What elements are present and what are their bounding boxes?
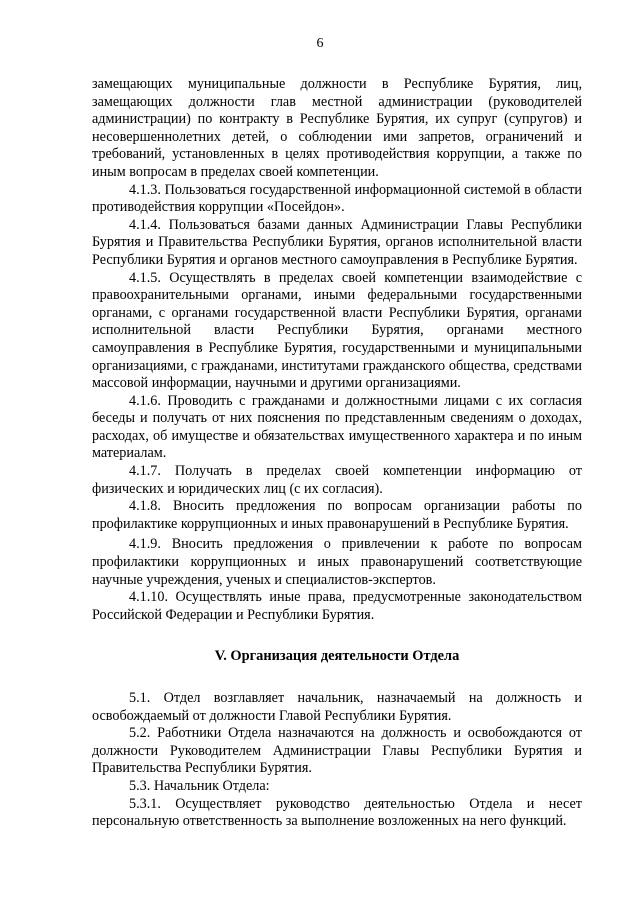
paragraph-5-1: 5.1. Отдел возглавляет начальник, назначаемый на должность и освобождаемый от должности Главой Республики Бурятия. (92, 690, 582, 724)
paragraph-4-1-3: 4.1.3. Пользоваться государственной информационной системой в области противодействия коррупции «Посейдон». (92, 181, 582, 216)
paragraph-4-1-7: 4.1.7. Получать в пределах своей компетенции информацию от физических и юридических лиц (с их согласия). (92, 463, 582, 497)
paragraph-4-1-4: 4.1.4. Пользоваться базами данных Администрации Главы Республики Бурятия и Правительства Республики Бурятия, органов исполнительной власти Республики Бурятия и органов местного самоуправления в Республике Бурятия. (92, 216, 582, 268)
paragraph-4-1-9: 4.1.9. Вносить предложения о привлечении к работе по вопросам профилактики коррупционных и иных правонарушений соответствующие научные учреждения, ученых и специалистов-экспертов. (92, 536, 582, 588)
paragraph-5-3-1: 5.3.1. Осуществляет руководство деятельностью Отдела и несет персональную ответственность за выполнение возложенных на него функций. (92, 795, 582, 830)
paragraph-continuation: замещающих муниципальные должности в Республике Бурятия, лиц, замещающих должности глав местной администрации (руководителей администрации) по контракту в Республике Бурятия, их супруг (супругов) и несовершеннолетних детей, о соблюдении ими запретов, ограничений и требований, установленных в целях противодействия коррупции, а также по иным вопросам в пределах своей компетенции. (92, 76, 582, 180)
paragraph-4-1-6: 4.1.6. Проводить с гражданами и должностными лицами с их согласия беседы и получать от них пояснения по представленным сведениям о доходах, расходах, об имуществе и обязательствах имущественного характера и по иным материалам. (92, 392, 582, 462)
paragraph-4-1-10: 4.1.10. Осуществлять иные права, предусмотренные законодательством Российской Федерации и Республики Бурятия. (92, 589, 582, 623)
paragraph-4-1-5: 4.1.5. Осуществлять в пределах своей компетенции взаимодействие с правоохранительными органами, иными федеральными государственными органами, с органами государственной власти Республики Бурятия, органами исполнительной власти Республики Бурятия, органами местного самоуправления в Республике Бурятия, государственными и муниципальными организациями, с гражданами, институтами гражданского общества, средствами массовой информации, научными и другими организациями. (92, 269, 582, 392)
section-heading: V. Организация деятельности Отдела (214, 648, 460, 665)
page-number: 6 (316, 36, 324, 51)
paragraph-5-3: 5.3. Начальник Отдела: (129, 777, 270, 794)
document-body (92, 76, 582, 831)
paragraph-4-1-8: 4.1.8. Вносить предложения по вопросам организации работы по профилактике коррупционных и иных правонарушений в Республике Бурятия. (92, 498, 582, 532)
paragraph-5-2: 5.2. Работники Отдела назначаются на должность и освобождаются от должности Руководителем Администрации Главы Республики Бурятия и Правительства Республики Бурятия. (92, 725, 582, 777)
